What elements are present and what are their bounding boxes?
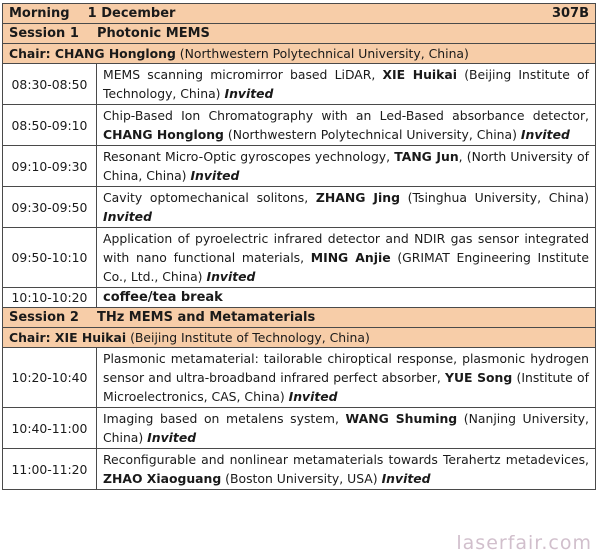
invited-tag: Invited (206, 269, 256, 284)
day-label: Morning 1 December (9, 6, 176, 21)
talk-description: Plasmonic metamaterial: tailorable chiroptical response, plasmonic hydrogen sensor and ultra-broadband infrared perfect absorber, YUE Song (Institute of Microelectronics, CAS, China) Invited (97, 348, 596, 408)
speaker-name: CHANG Honglong (103, 127, 224, 142)
speaker-name: MING Anjie (310, 250, 391, 265)
invited-tag: Invited (103, 209, 152, 224)
day-header (3, 4, 596, 24)
chair-name: CHANG Honglong (54, 46, 176, 61)
break-row (3, 288, 596, 308)
room-label: 307B (551, 6, 589, 21)
speaker-name: WANG Shuming (345, 411, 458, 426)
talk-row (3, 348, 596, 408)
talk-description: Cavity optomechanical solitons, ZHANG Jing (Tsinghua University, China) Invited (97, 187, 596, 228)
session-title-row (3, 24, 596, 44)
session-2-chair (3, 328, 596, 348)
day-header-row (3, 4, 596, 24)
talk-time: 08:50-09:10 (3, 105, 97, 146)
talk-time: 09:30-09:50 (3, 187, 97, 228)
talk-time: 10:40-11:00 (3, 408, 97, 449)
session-1-title: Session 1 Photonic MEMS (3, 24, 596, 44)
chair-affiliation: (Beijing Institute of Technology, China) (126, 330, 370, 345)
talk-description: Resonant Micro-Optic gyroscopes yechnology, TANG Jun, (North University of China, China) Invited (97, 146, 596, 187)
talk-time: 08:30-08:50 (3, 64, 97, 105)
session-1-chair (3, 44, 596, 64)
break-label: coffee/tea break (97, 288, 596, 308)
talk-time: 11:00-11:20 (3, 449, 97, 490)
talk-row (3, 228, 596, 288)
invited-tag: Invited (190, 168, 240, 183)
talk-row (3, 408, 596, 449)
talk-row (3, 187, 596, 228)
speaker-name: YUE Song (445, 370, 513, 385)
speaker-name: ZHANG Jing (315, 190, 400, 205)
break-time: 10:10-10:20 (3, 288, 97, 308)
talk-description: Imaging based on metalens system, WANG Shuming (Nanjing University, China) Invited (97, 408, 596, 449)
session-title-row (3, 308, 596, 328)
talk-description: Reconfigurable and nonlinear metamaterials towards Terahertz metadevices, ZHAO Xiaoguang (Boston University, USA) Invited (97, 449, 596, 490)
talk-row (3, 449, 596, 490)
invited-tag: Invited (520, 127, 570, 142)
session-chair-row (3, 328, 596, 348)
invited-tag: Invited (288, 389, 338, 404)
chair-affiliation: (Northwestern Polytechnical University, China) (175, 46, 469, 61)
chair-label: Chair: (9, 46, 55, 61)
talk-row (3, 105, 596, 146)
talk-time: 10:20-10:40 (3, 348, 97, 408)
program-table (2, 3, 596, 490)
talk-row (3, 146, 596, 187)
talk-time: 09:50-10:10 (3, 228, 97, 288)
talk-description: Application of pyroelectric infrared detector and NDIR gas sensor integrated with nano functional materials, MING Anjie (GRIMAT Engineering Institute Co., Ltd., China) Invited (97, 228, 596, 288)
invited-tag: Invited (381, 471, 431, 486)
speaker-name: XIE Huikai (382, 67, 457, 82)
invited-tag: Invited (224, 86, 274, 101)
chair-name: XIE Huikai (54, 330, 127, 345)
talk-description: Chip-Based Ion Chromatography with an Led-Based absorbance detector, CHANG Honglong (Northwestern Polytechnical University, China) Invited (97, 105, 596, 146)
talk-description: MEMS scanning micromirror based LiDAR, XIE Huikai (Beijing Institute of Technology, China) Invited (97, 64, 596, 105)
chair-label: Chair: (9, 330, 55, 345)
speaker-name: TANG Jun (394, 149, 459, 164)
session-2-title: Session 2 THz MEMS and Metamaterials (3, 308, 596, 328)
speaker-name: ZHAO Xiaoguang (103, 471, 222, 486)
watermark-logo: laserfair.com (456, 532, 592, 554)
invited-tag: Invited (147, 430, 197, 445)
talk-time: 09:10-09:30 (3, 146, 97, 187)
session-chair-row (3, 44, 596, 64)
talk-row (3, 64, 596, 105)
